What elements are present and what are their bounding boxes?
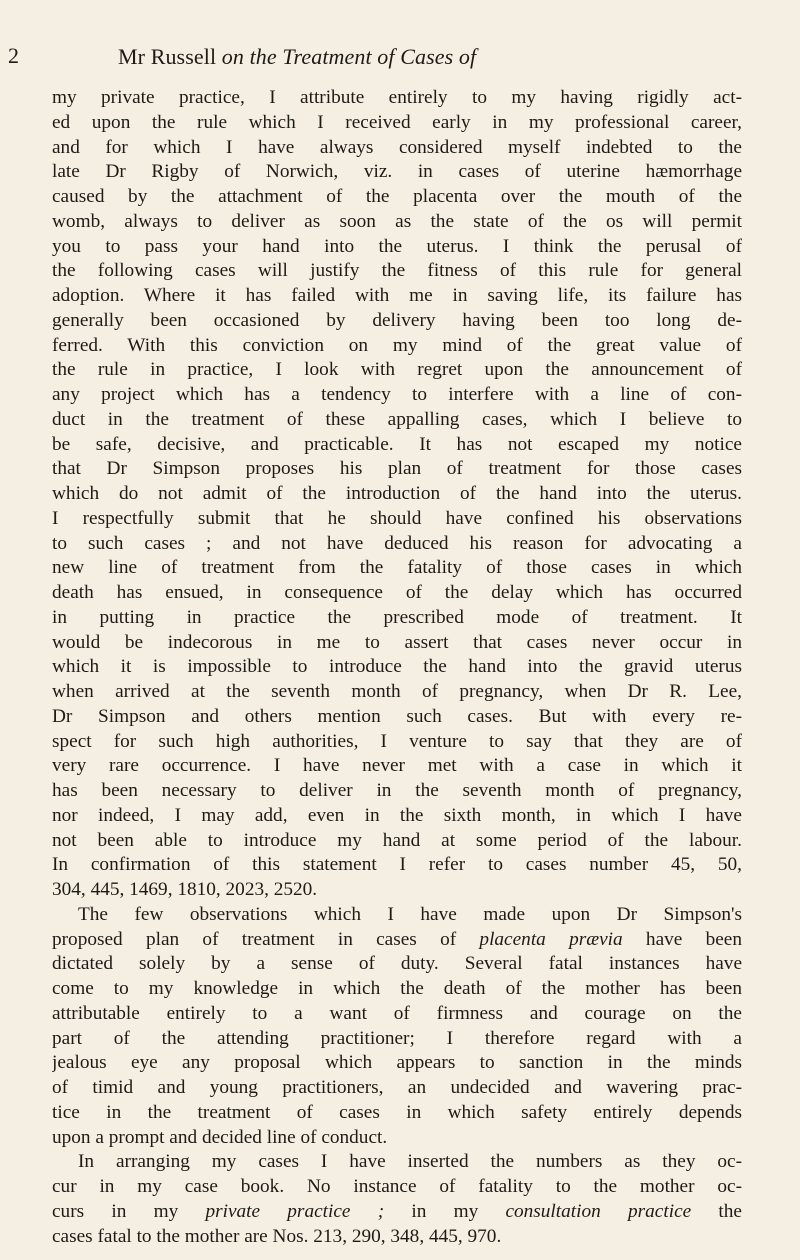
- text-line: dictated solely by a sense of duty. Several fatal instances have: [52, 953, 742, 975]
- running-head-author: Mr Russell: [118, 44, 217, 69]
- text-line: [52, 928, 742, 953]
- text-line: cur in my case book. No instance of fatality to the mother oc-: [52, 1176, 742, 1197]
- text-line: you to pass your hand into the uterus. I think the perusal of: [52, 235, 742, 257]
- text-line: duct in the treatment of these appalling cases, which I believe to: [52, 408, 742, 430]
- italic-term: consultation practice: [505, 1200, 692, 1222]
- text-line: I respectfully submit that he should have confined his observations: [52, 507, 742, 529]
- text-line: caused by the attachment of the placenta over the mouth of the: [52, 186, 742, 207]
- italic-term: private practice ;: [205, 1200, 385, 1222]
- text-line: [52, 1200, 742, 1225]
- text-line: in putting in practice the prescribed mode of treatment. It: [52, 606, 742, 628]
- page-number: 2: [8, 43, 19, 68]
- text-segment: in my: [384, 1200, 506, 1222]
- text-line: which it is impossible to introduce the hand into the gravid uterus: [52, 656, 742, 678]
- text-line: Dr Simpson and others mention such cases. But with every re-: [52, 705, 742, 727]
- text-line: has been necessary to deliver in the seventh month of pregnancy,: [52, 780, 742, 801]
- running-head-subject: Treatment of Cases of: [282, 44, 477, 69]
- text-line: my private practice, I attribute entirely to my having rigidly act-: [52, 87, 742, 108]
- text-line: adoption. Where it has failed with me in saving life, its failure has: [52, 285, 742, 306]
- text-line: of timid and young practitioners, an undecided and wavering prac-: [52, 1077, 742, 1098]
- text-segment: curs in my: [52, 1200, 206, 1222]
- text-line: to such cases ; and not have deduced his reason for advocating a: [52, 532, 742, 554]
- text-line: ferred. With this conviction on my mind of the great value of: [52, 334, 742, 356]
- running-head-connector: on the: [221, 44, 277, 69]
- text-line: spect for such high authorities, I venture to say that they are of: [52, 730, 742, 752]
- text-line: nor indeed, I may add, even in the sixth month, in which I have: [52, 804, 742, 826]
- text-line: be safe, decisive, and practicable. It has not escaped my notice: [52, 433, 742, 455]
- text-line: and for which I have always considered myself indebted to the: [52, 136, 742, 158]
- text-line: death has ensued, in consequence of the delay which has occurred: [52, 582, 742, 603]
- text-line: attributable entirely to a want of firmness and courage on the: [52, 1002, 742, 1024]
- text-line: would be indecorous in me to assert that cases never occur in: [52, 631, 742, 653]
- text-line: new line of treatment from the fatality of those cases in which: [52, 557, 742, 579]
- text-line: the following cases will justify the fitness of this rule for general: [52, 260, 742, 282]
- text-line: generally been occasioned by delivery having been too long de-: [52, 309, 742, 331]
- text-line: upon a prompt and decided line of conduct.: [52, 1126, 388, 1148]
- text-segment: the: [691, 1200, 742, 1222]
- text-segment: have been: [622, 928, 742, 950]
- running-head: [118, 44, 476, 70]
- text-line: jealous eye any proposal which appears to sanction in the minds: [52, 1052, 742, 1074]
- text-line: any project which has a tendency to interfere with a line of con-: [52, 384, 742, 405]
- text-line: which do not admit of the introduction of the hand into the uterus.: [52, 483, 742, 504]
- text-line: part of the attending practitioner; I therefore regard with a: [52, 1027, 742, 1049]
- text-line: tice in the treatment of cases in which safety entirely depends: [52, 1101, 742, 1123]
- text-line: when arrived at the seventh month of pregnancy, when Dr R. Lee,: [52, 681, 742, 702]
- body-text: [52, 86, 742, 1249]
- text-line: cases fatal to the mother are Nos. 213, 290, 348, 445, 970.: [52, 1225, 502, 1247]
- text-line: late Dr Rigby of Norwich, viz. in cases of uterine hæmorrhage: [52, 161, 742, 183]
- text-line: come to my knowledge in which the death of the mother has been: [52, 978, 742, 999]
- text-line: In confirmation of this statement I refer to cases number 45, 50,: [52, 854, 742, 876]
- text-line: 304, 445, 1469, 1810, 2023, 2520.: [52, 879, 318, 900]
- text-line: The few observations which I have made upon Dr Simpson's: [78, 903, 742, 925]
- text-line: the rule in practice, I look with regret upon the announcement of: [52, 359, 742, 381]
- text-line: that Dr Simpson proposes his plan of treatment for those cases: [52, 458, 742, 480]
- text-line: womb, always to deliver as soon as the state of the os will permit: [52, 210, 742, 232]
- text-segment: proposed plan of treatment in cases of: [52, 928, 480, 950]
- text-line: not been able to introduce my hand at some period of the labour.: [52, 829, 742, 851]
- text-line: In arranging my cases I have inserted the numbers as they oc-: [78, 1151, 742, 1173]
- italic-term: placenta prævia: [479, 928, 623, 950]
- text-line: ed upon the rule which I received early in my professional career,: [52, 111, 742, 133]
- text-line: very rare occurrence. I have never met with a case in which it: [52, 755, 742, 777]
